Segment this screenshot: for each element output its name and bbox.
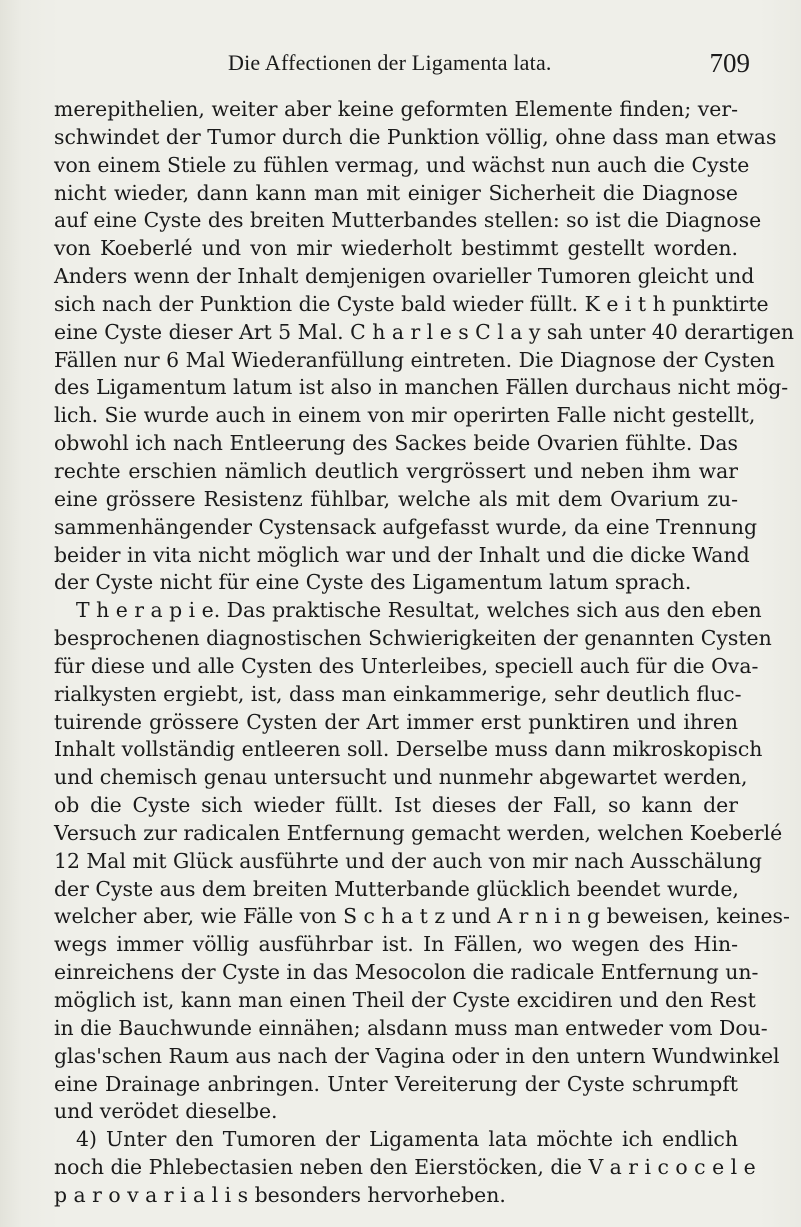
text-line: 12 Mal mit Glück ausführte und der auch von mir nach Ausschälung xyxy=(54,848,762,873)
text-line: einreichens der Cyste in das Mesocolon die radicale Entfernung un- xyxy=(54,960,759,985)
text-line: der Cyste aus dem breiten Mutterbande glücklich beendet wurde, xyxy=(54,876,739,901)
text-line: von einem Stiele zu fühlen vermag, und wächst nun auch die Cyste xyxy=(54,152,750,177)
text-line: glas'schen Raum aus nach der Vagina oder in den untern Wundwinkel xyxy=(54,1043,780,1068)
text-line: 4) Unter den Tumoren der Ligamenta lata möchte ich endlich xyxy=(76,1127,738,1152)
text-line: für diese und alle Cysten des Unterleibes, speciell auch für die Ova- xyxy=(54,653,759,678)
body-text xyxy=(54,96,795,1210)
text-line: rechte erschien nämlich deutlich vergrössert und neben ihm war xyxy=(54,458,738,483)
text-line: lich. Sie wurde auch in einem von mir operirten Falle nicht gestellt, xyxy=(54,403,756,428)
text-line: besprochenen diagnostischen Schwierigkeiten der genannten Cysten xyxy=(54,626,772,651)
text-line: rialkysten ergiebt, ist, dass man einkammerige, sehr deutlich fluc- xyxy=(54,681,742,706)
text-line: eine grössere Resistenz fühlbar, welche als mit dem Ovarium zu- xyxy=(54,486,738,511)
text-line: beider in vita nicht möglich war und der Inhalt und die dicke Wand xyxy=(54,542,750,567)
text-line: schwindet der Tumor durch die Punktion völlig, ohne dass man etwas xyxy=(54,124,777,149)
text-line: wegs immer völlig ausführbar ist. In Fällen, wo wegen des Hin- xyxy=(54,932,738,957)
text-line: eine Drainage anbringen. Unter Vereiterung der Cyste schrumpft xyxy=(54,1071,738,1096)
text-line: p a r o v a r i a l i s besonders hervorheben. xyxy=(54,1182,506,1207)
text-line: nicht wieder, dann kann man mit einiger Sicherheit die Diagnose xyxy=(54,180,738,205)
running-title: Die Affectionen der Ligamenta lata. xyxy=(228,50,552,75)
text-line: welcher aber, wie Fälle von S c h a t z und A r n i n g beweisen, keines- xyxy=(54,904,790,929)
text-line: merepithelien, weiter aber keine geformten Elemente finden; ver- xyxy=(54,97,738,121)
text-line: möglich ist, kann man einen Theil der Cyste excidiren und den Rest xyxy=(54,988,756,1012)
text-line: T h e r a p i e. Das praktische Resultat, welches sich aus den eben xyxy=(76,598,762,623)
text-line: sich nach der Punktion die Cyste bald wieder füllt. K e i t h punktirte xyxy=(54,291,769,316)
text-line: von Koeberlé und von mir wiederholt bestimmt gestellt worden. xyxy=(54,236,738,261)
text-line: ob die Cyste sich wieder füllt. Ist dieses der Fall, so kann der xyxy=(54,793,738,818)
text-line: in die Bauchwunde einnähen; alsdann muss man entweder vom Dou- xyxy=(54,1015,768,1040)
text-line: Inhalt vollständig entleeren soll. Derselbe muss dann mikroskopisch xyxy=(54,737,763,762)
text-line: Versuch zur radicalen Entfernung gemacht werden, welchen Koeberlé xyxy=(54,820,783,845)
text-line: und verödet dieselbe. xyxy=(54,1099,278,1124)
text-line: eine Cyste dieser Art 5 Mal. C h a r l e s C l a y sah unter 40 derartigen xyxy=(54,319,795,344)
text-line: der Cyste nicht für eine Cyste des Ligamentum latum sprach. xyxy=(54,570,692,595)
text-line: obwohl ich nach Entleerung des Sackes beide Ovarien fühlte. Das xyxy=(54,431,738,456)
text-line: Fällen nur 6 Mal Wiederanfüllung eintreten. Die Diagnose der Cysten xyxy=(54,347,775,372)
text-line: des Ligamentum latum ist also in manchen Fällen durchaus nicht mög- xyxy=(54,375,789,400)
text-line: Anders wenn der Inhalt demjenigen ovarieller Tumoren gleicht und xyxy=(54,264,755,289)
page-header xyxy=(110,48,750,90)
text-line: noch die Phlebectasien neben den Eierstöcken, die V a r i c o c e l e xyxy=(54,1155,756,1180)
page-number: 709 xyxy=(709,48,750,78)
text-line: tuirende grössere Cysten der Art immer erst punktiren und ihren xyxy=(54,709,738,734)
text-line: und chemisch genau untersucht und nunmehr abgewartet werden, xyxy=(54,765,748,790)
text-line: auf eine Cyste des breiten Mutterbandes stellen: so ist die Diagnose xyxy=(54,208,762,233)
text-line: sammenhängender Cystensack aufgefasst wurde, da eine Trennung xyxy=(54,514,758,539)
